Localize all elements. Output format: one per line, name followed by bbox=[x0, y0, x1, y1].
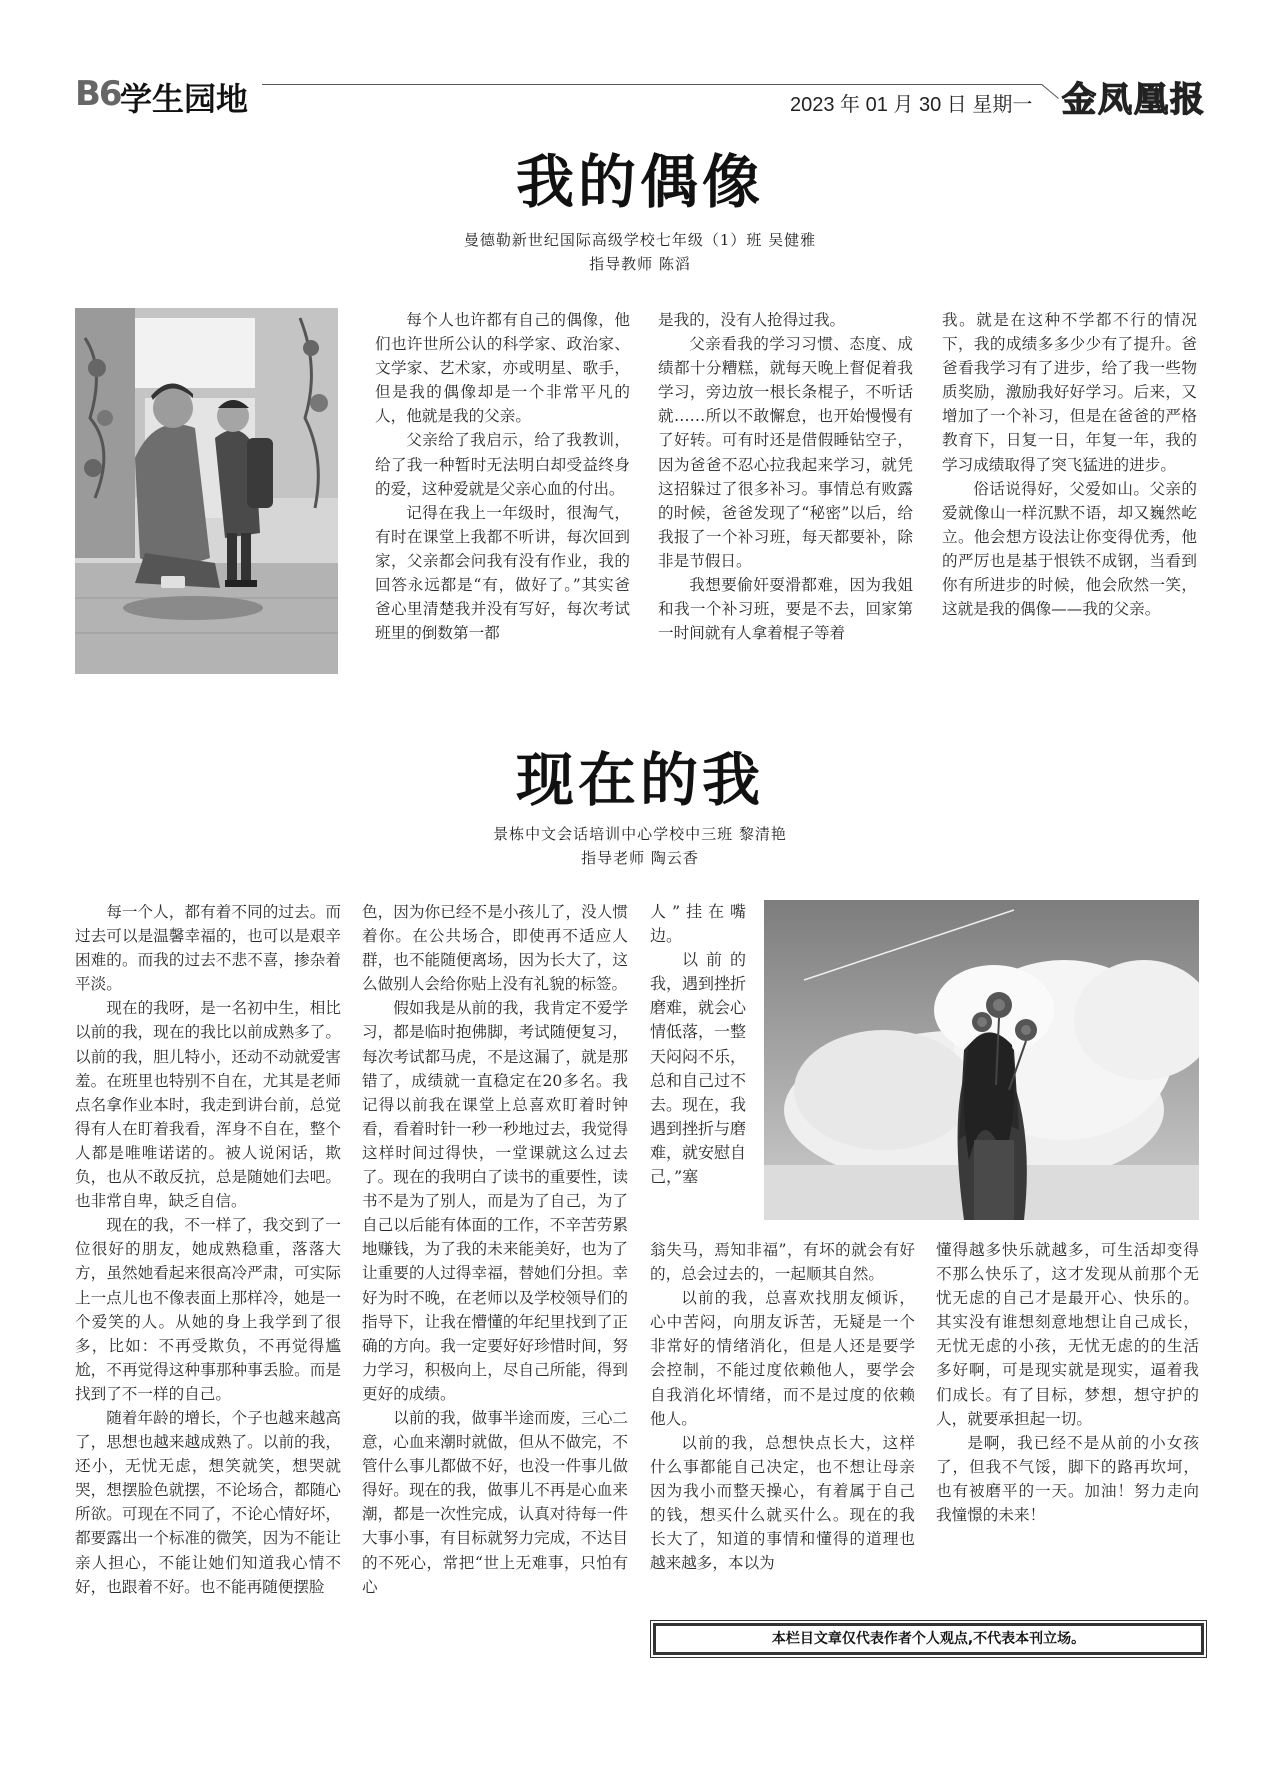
article2-column-4 bbox=[936, 1238, 1199, 1527]
paragraph: 父亲给了我启示，给了我教训，给了我一种暂时无法明白却受益终身的爱，这种爱就是父亲心血的付出。 bbox=[375, 431, 630, 498]
article1-column-1 bbox=[375, 308, 630, 645]
paragraph: 人”挂在嘴边。 bbox=[650, 902, 746, 946]
paragraph: 以前的我，总喜欢找朋友倾诉，心中苦闷，向朋友诉苦，无疑是一个非常好的情绪消化，但是人还是要学会控制，不能过度依赖他人，要学会自我消化坏情绪，而不是过度的依赖他人。 bbox=[650, 1289, 915, 1428]
paragraph: 懂得越多快乐就越多，可生活却变得不那么快乐了，这才发现从前那个无忧无虑的自己才是最开心、快乐的。其实没有谁想刻意地想让自己成长，无忧无虑的小孩，无忧无虑的的生活多好啊，可是现实就是现实，逼着我们成长。有了目标，梦想，想守护的人，就要承担起一切。 bbox=[936, 1241, 1199, 1428]
article1-column-2 bbox=[658, 308, 913, 645]
disclaimer-box: 本栏目文章仅代表作者个人观点,不代表本刊立场。 bbox=[653, 1623, 1204, 1655]
paragraph: 父亲看我的学习习惯、态度、成绩都十分糟糕，就每天晚上督促着我学习，旁边放一根长条棍子，不听话就……所以不敢懈怠，也开始慢慢有了好转。可有时还是借假睡钻空子，因为爸爸不忍心拉我起来学习，就凭这招躲过了很多补习。事情总有败露的时候，爸爸发现了“秘密”以后，给我报了一个补习班，每天都要补，除非是节假日。 bbox=[658, 335, 913, 570]
section-name: 学生园地 bbox=[120, 80, 249, 118]
paragraph: 以前的我，总想快点长大，这样什么事都能自己决定，也不想让母亲因为我小而整天操心，有着属于自己的钱，想买什么就买什么。现在的我长大了，知道的事情和懂得的道理也越来越多，本以为 bbox=[650, 1433, 915, 1573]
paragraph: 每一个人，都有着不同的过去。而过去可以是温馨幸福的，也可以是艰辛困难的。而我的过去不悲不喜，掺杂着平淡。 bbox=[75, 903, 341, 994]
paragraph: 记得在我上一年级时，很淘气，有时在课堂上我都不听讲，每次回到家，父亲都会问我有没有作业，我的回答永远都是“有，做好了。”其实爸爸心里清楚我并没有写好，每次考试班里的倒数第一都 bbox=[375, 503, 630, 643]
paragraph: 以前的我，做事半途而废，三心二意，心血来潮时就做，但从不做完，不管什么事儿都做不好，也没一件事儿做得好。现在的我，做事儿不再是心血来潮，都是一次性完成，认真对待每一件大事小事，有目标就努力完成，不达目的不死心，常把“世上无难事，只怕有心 bbox=[362, 1408, 628, 1596]
newspaper-logo: 金凤凰报 bbox=[1062, 80, 1206, 120]
paragraph: 是我的，没有人抢得过我。 bbox=[658, 311, 846, 329]
paragraph: 现在的我呀，是一名初中生，相比以前的我，现在的我比以前成熟多了。以前的我，胆儿特小，还动不动就爱害羞。在班里也特别不自在，尤其是老师点名拿作业本时，我走到讲台前，总觉得有人在盯着我看，浑身不自在，整个人都是唯唯诺诺的。被人说闲话，欺负，也从不敢反抗，总是随她们去吧。也非常自卑，缺乏自信。 bbox=[75, 999, 341, 1211]
article2-byline-teacher: 指导老师 陶云香 bbox=[581, 849, 699, 867]
paragraph: 色，因为你已经不是小孩儿了，没人惯着你。在公共场合，即使再不适应人群，也不能随便离场，因为长大了，这么做别人会给你贴上没有礼貌的标签。 bbox=[362, 903, 628, 994]
article1-byline-teacher: 指导教师 陈滔 bbox=[589, 255, 691, 273]
paragraph: 我。就是在这种不学都不行的情况下，我的成绩多多少少有了提升。爸爸看我学习有了进步，给了我一些物质奖励，激励我好好学习。后来，又增加了一个补习，但是在爸爸的严格教育下，日复一日，年复一年，我的学习成绩取得了突飞猛进的进步。 bbox=[942, 311, 1197, 474]
paragraph: 现在的我，不一样了，我交到了一位很好的朋友，她成熟稳重，落落大方，虽然她看起来很高冷严肃，可实际上一点儿也不像表面上那样冷，她是一个爱笑的人。从她的身上我学到了很多，比如：不再受欺负，不再觉得尴尬，不再觉得这种事那种事丢脸。而是找到了不一样的自己。 bbox=[75, 1216, 341, 1403]
paragraph: 是啊，我已经不是从前的小女孩了，但我不气馁，脚下的路再坎坷，也有被磨平的一天。加油！努力走向我憧憬的未来！ bbox=[936, 1433, 1199, 1525]
header-rule-slant bbox=[1041, 84, 1058, 99]
header-rule bbox=[262, 84, 1042, 85]
article2-column-3-narrow bbox=[650, 900, 746, 1189]
paragraph: 翁失马，焉知非福”，有坏的就会有好的，总会过去的，一起顺其自然。 bbox=[650, 1241, 915, 1284]
article2-column-2 bbox=[362, 900, 628, 1599]
paragraph: 随着年龄的增长，个子也越来越高了，思想也越来越成熟了。以前的我，还小，无忧无虑，想笑就笑，想哭就哭，想摆脸色就摆，不论场合，都随心所欲。可现在不同了，不论心情好坏，都要露出一个标准的微笑，因为不能让亲人担心，不能让她们知道我心情不好，也跟着不好。也不能再随便摆脸 bbox=[75, 1408, 341, 1596]
paragraph: 假如我是从前的我，我肯定不爱学习，都是临时抱佛脚，考试随便复习，每次考试都马虎，不是这漏了，就是那错了，成绩就一直稳定在20多名。我记得以前我在课堂上总喜欢盯着时钟看，看着时针一秒一秒地过去，我觉得这样时间过得快，一堂课就这么过去了。现在的我明白了读书的重要性，读书不是为了别人，而是为了自己，为了自己以后能有体面的工作，不辛苦劳累地赚钱，为了我的未来能美好，也为了让重要的人过得幸福，替她们分担。幸好为时不晚，在老师以及学校领导们的指导下，让我在懵懂的年纪里找到了正确的方向。我一定要好好珍惜时间，努力学习，积极向上，尽自己所能，得到更好的成绩。 bbox=[362, 999, 628, 1403]
article2-byline-author: 景栋中文会话培训中心学校中三班 黎清艳 bbox=[493, 825, 787, 843]
page-number: B6 bbox=[75, 74, 121, 114]
issue-date: 2023 年 01 月 30 日 星期一 bbox=[790, 94, 1033, 116]
article1-title: 我的偶像 bbox=[515, 148, 764, 216]
paragraph: 我想要偷奸耍滑都难，因为我姐和我一个补习班，要是不去，回家第一时间就有人拿着棍子等着 bbox=[658, 576, 913, 643]
article2-title: 现在的我 bbox=[515, 746, 764, 814]
paragraph: 俗话说得好，父爱如山。父亲的爱就像山一样沉默不语，却又巍然屹立。他会想方设法让你变得优秀，他的严厉也是基于恨铁不成钢，当看到你有所进步的时候，他会欣然一笑，这就是我的偶像——我的父亲。 bbox=[942, 479, 1197, 619]
paragraph: 以前的我，遇到挫折磨难，就会心情低落，一整天闷闷不乐，总和自己过不去。现在，我遇到挫折与磨难，就安慰自己，”塞 bbox=[650, 950, 747, 1187]
article2-column-1 bbox=[75, 900, 341, 1599]
article1-byline-author: 曼德勒新世纪国际高级学校七年级（1）班 吴健雅 bbox=[463, 231, 817, 249]
article1-column-3 bbox=[942, 308, 1197, 621]
article2-column-3 bbox=[650, 1238, 915, 1575]
paragraph: 每个人也许都有自己的偶像，他们也许世所公认的科学家、政治家、文学家、艺术家，亦或明星、歌手，但是我的偶像却是一个非常平凡的人，他就是我的父亲。 bbox=[375, 311, 630, 426]
girl-with-sunflowers-illustration bbox=[764, 900, 1199, 1220]
father-son-illustration bbox=[75, 308, 338, 674]
